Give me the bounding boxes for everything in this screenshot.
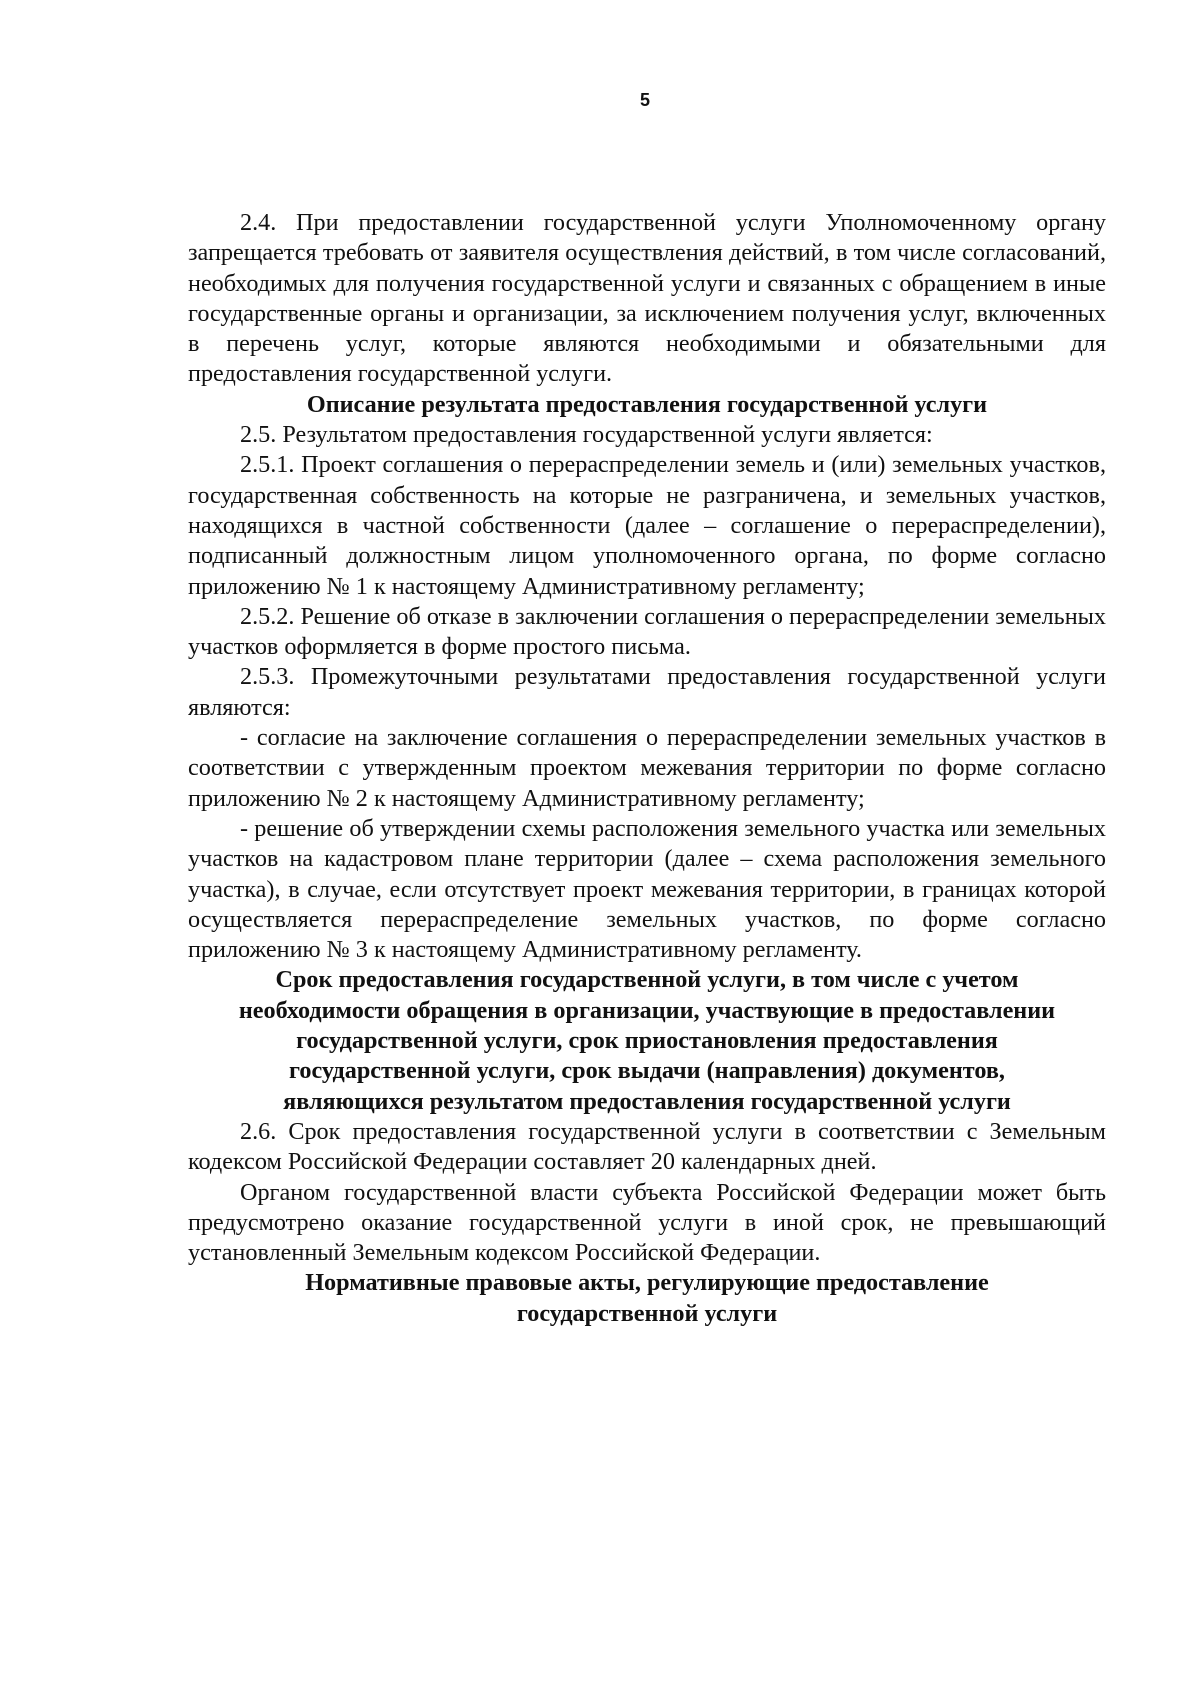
heading-legal-acts-line-1: Нормативные правовые акты, регулирующие предоставление xyxy=(305,1269,989,1297)
heading-service-term-line-2: необходимости обращения в организации, участвующие в предоставлении xyxy=(238,996,1056,1024)
paragraph-bullet-consent: - согласие на заключение соглашения о перераспределении земельных участков в соответствии с утвержденным проектом межевания территории по форме согласно приложению № 2 к настоящему Административному регламенту; xyxy=(188,724,1106,812)
page-number: 5 xyxy=(639,90,650,110)
paragraph-2-5: 2.5. Результатом предоставления государственной услуги является: xyxy=(240,421,933,449)
paragraph-2-6: 2.6. Срок предоставления государственной услуги в соответствии с Земельным кодексом Российской Федерации составляет 20 календарных дней. xyxy=(188,1117,1106,1176)
paragraph-2-6-alternative-term: Органом государственной власти субъекта Российской Федерации может быть предусмотрено оказание государственной услуги в иной срок, не превышающий установленный Земельным кодексом Российской Федерации. xyxy=(188,1178,1106,1267)
paragraph-2-5-3: 2.5.3. Промежуточными результатами предоставления государственной услуги являются: xyxy=(188,663,1106,721)
heading-service-term-line-1: Срок предоставления государственной услуги, в том числе с учетом xyxy=(275,966,1019,994)
paragraph-2-5-2: 2.5.2. Решение об отказе в заключении соглашения о перераспределении земельных участков оформляется в форме простого письма. xyxy=(188,602,1106,661)
heading-service-term xyxy=(188,965,1106,1116)
heading-service-term-line-3: государственной услуги, срок приостановления предоставления xyxy=(296,1027,998,1055)
heading-result-description: Описание результата предоставления государственной услуги xyxy=(306,390,988,418)
heading-legal-acts-line-2: государственной услуги xyxy=(516,1299,778,1327)
heading-service-term-line-4: государственной услуги, срок выдачи (направления) документов, xyxy=(289,1057,1005,1085)
paragraph-2-4: 2.4. При предоставлении государственной услуги Уполномоченному органу запрещается требовать от заявителя осуществления действий, в том числе согласований, необходимых для получения государственной услуги и связанных с обращением в иные государственные органы и организации, за исключением получения услуг, включенных в перечень услуг, которые являются необходимыми и обязательными для предоставления государственной услуги. xyxy=(188,209,1106,388)
paragraph-2-5-1: 2.5.1. Проект соглашения о перераспределении земель и (или) земельных участков, государственная собственность на которые не разграничена, и земельных участков, находящихся в частной собственности (далее – соглашение о перераспределении), подписанный должностным лицом уполномоченного органа, по форме согласно приложению № 1 к настоящему Административному регламенту; xyxy=(188,451,1106,600)
document-body xyxy=(188,208,1106,1329)
heading-legal-acts xyxy=(188,1268,1106,1329)
heading-service-term-line-5: являющихся результатом предоставления государственной услуги xyxy=(283,1087,1011,1115)
paragraph-bullet-scheme-decision: - решение об утверждении схемы расположения земельного участка или земельных участков на кадастровом плане территории (далее – схема расположения земельного участка), в случае, если отсутствует проект межевания территории, в границах которой осуществляется перераспределение земельных участков, по форме согласно приложению № 3 к настоящему Административному регламенту. xyxy=(188,814,1106,964)
